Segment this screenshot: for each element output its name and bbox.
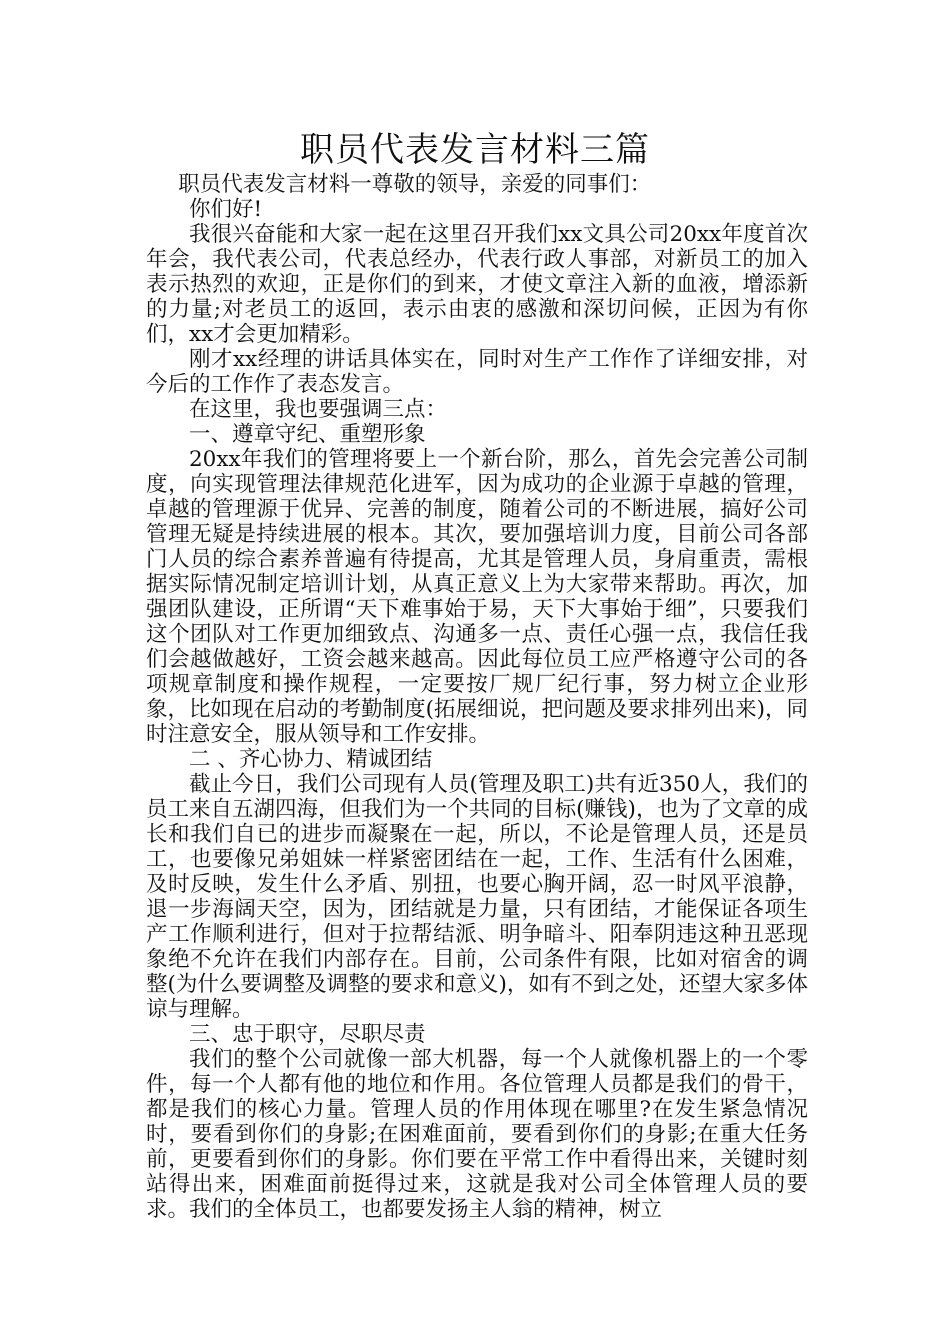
section-heading-2: 二 、齐心协力、精诚团结	[189, 747, 433, 772]
paragraph: 在这里，我也要强调三点：	[189, 397, 448, 422]
paragraph: 我很兴奋能和大家一起在这里召开我们xx文具公司20xx年度首次年会，我代表公司，代表总经办，代表行政人事部，对新员工的加入表示热烈的欢迎，正是你们的到来，才使文章注入新的血液，增添新的力量;对老员工的返回，表示由衷的感激和深切问候，正因为有你们，xx才会更加精彩。	[146, 222, 808, 347]
paragraph: 刚才xx经理的讲话具体实在，同时对生产工作作了详细安排，对今后的工作作了表态发言。	[146, 347, 808, 397]
paragraph: 截止今日，我们公司现有人员(管理及职工)共有近350人，我们的员工来自五湖四海，但我们为一个共同的目标(赚钱)，也为了文章的成长和我们自已的进步而凝聚在一起，所以，不论是管理人员，还是员工，也要像兄弟姐妹一样紧密团结在一起，工作、生活有什么困难，及时反映，发生什么矛盾、别扭，也要心胸开阔，忍一时风平浪静，退一步海阔天空，因为，团结就是力量，只有团结，才能保证各项生产工作顺利进行，但对于拉帮结派、明争暗斗、阳奉阴违这种丑恶现象绝不允许在我们内部存在。目前，公司条件有限，比如对宿舍的调整(为什么要调整及调整的要求和意义)，如有不到之处，还望大家多体谅与理解。	[146, 772, 808, 1022]
document-body	[146, 172, 808, 1222]
paragraph: 20xx年我们的管理将要上一个新台阶，那么，首先会完善公司制度，向实现管理法律规范化进军，因为成功的企业源于卓越的管理，卓越的管理源于优异、完善的制度，随着公司的不断进展，搞好公司管理无疑是持续进展的根本。其次，要加强培训力度，目前公司各部门人员的综合素养普遍有待提高，尤其是管理人员，身肩重责，需根据实际情况制定培训计划，从真正意义上为大家带来帮助。再次，加强团队建设，正所谓“天下难事始于易，天下大事始于细”，只要我们这个团队对工作更加细致点、沟通多一点、责任心强一点，我信任我们会越做越好，工资会越来越高。因此每位员工应严格遵守公司的各项规章制度和操作规程，一定要按厂规厂纪行事，努力树立企业形象，比如现在启动的考勤制度(拓展细说，把问题及要求排列出来)，同时注意安全，服从领导和工作安排。	[146, 447, 808, 747]
paragraph-greeting: 你们好!	[189, 197, 263, 222]
paragraph: 我们的整个公司就像一部大机器，每一个人就像机器上的一个零件，每一个人都有他的地位和作用。各位管理人员都是我们的骨干，都是我们的核心力量。管理人员的作用体现在哪里?在发生紧急情况时，要看到你们的身影;在困难面前，要看到你们的身影;在重大任务前，更要看到你们的身影。你们要在平常工作中看得出来，关键时刻站得出来，困难面前挺得过来，这就是我对公司全体管理人员的要求。我们的全体员工，也都要发扬主人翁的精神，树立	[146, 1047, 808, 1222]
document-title: 职员代表发言材料三篇	[300, 130, 650, 170]
section-heading-3: 三、忠于职守，尽职尽责	[189, 1022, 426, 1047]
section-heading-1: 一、遵章守纪、重塑形象	[189, 422, 426, 447]
paragraph-salutation: 职员代表发言材料一尊敬的领导，亲爱的同事们：	[178, 172, 652, 197]
